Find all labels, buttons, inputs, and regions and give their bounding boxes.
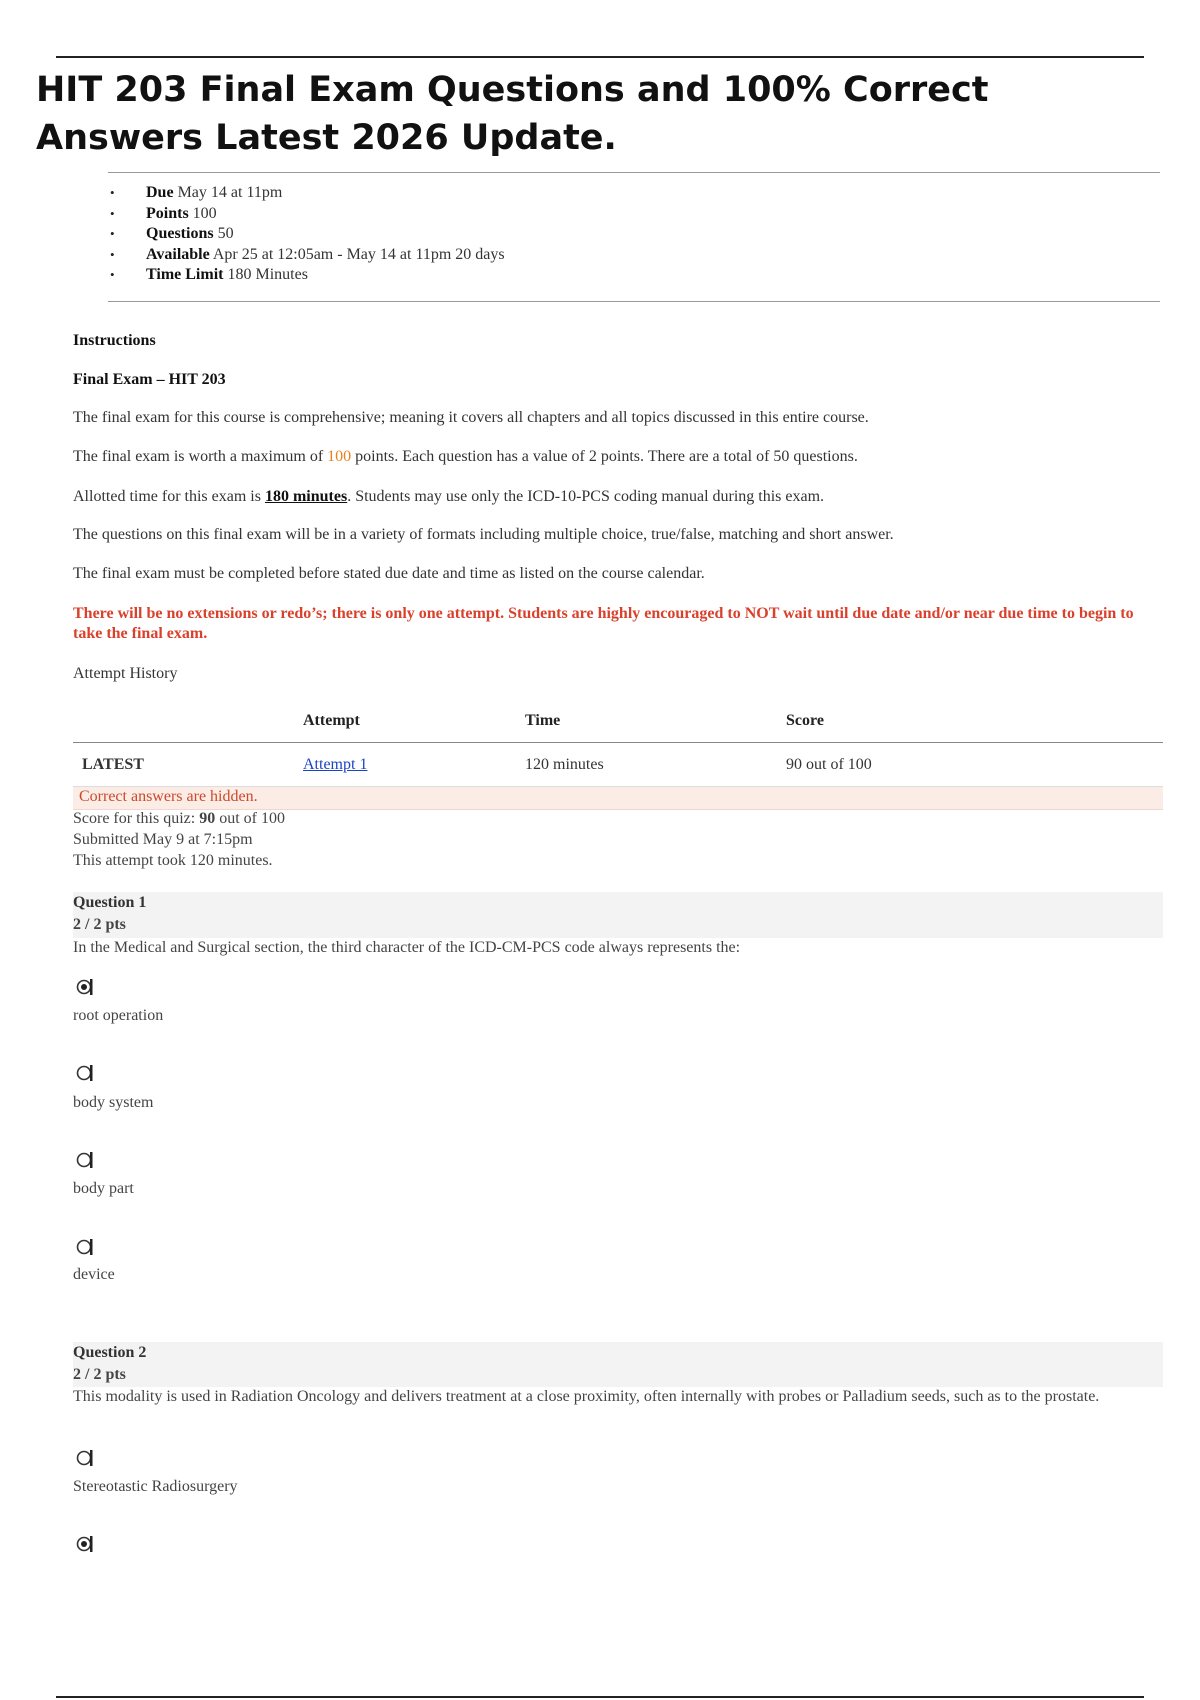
meta-available: • Available Apr 25 at 12:05am - May 14 at 11pm 20 days	[104, 245, 505, 266]
latest-tag: LATEST	[82, 756, 144, 773]
question-title: Question 1	[73, 894, 147, 911]
question-title: Question 2	[73, 1344, 147, 1361]
divider	[108, 301, 1160, 302]
radio-selected-icon[interactable]	[76, 978, 94, 996]
meta-questions: • Questions 50	[104, 224, 505, 245]
attempt-time: 120 minutes	[525, 756, 604, 773]
attempt-1-link[interactable]: Attempt 1	[303, 756, 368, 773]
instructions-paragraph: The final exam for this course is comprehensive; meaning it covers all chapters and all topics discussed in this entire course.	[73, 409, 869, 426]
column-header-score: Score	[786, 712, 824, 729]
hidden-answers-banner	[73, 786, 1163, 810]
instructions-paragraph: The final exam is worth a maximum of 100 points. Each question has a value of 2 points. There are a total of 50 questions.	[73, 448, 858, 465]
radio-unselected-icon[interactable]	[76, 1238, 94, 1256]
answer-option: Stereotastic Radiosurgery	[73, 1478, 238, 1495]
meta-time-limit: • Time Limit 180 Minutes	[104, 265, 505, 286]
instructions-paragraph: The final exam must be completed before stated due date and time as listed on the course calendar.	[73, 565, 705, 582]
warning-notice: There will be no extensions or redo’s; there is only one attempt. Students are highly encouraged to NOT wait until due date and/or near due time to begin to take the final exam.	[73, 605, 1134, 642]
question-points: 2 / 2 pts	[73, 916, 126, 933]
top-rule	[56, 56, 1144, 58]
question-1-header	[73, 892, 1163, 938]
answer-option: device	[73, 1266, 115, 1283]
attempt-duration: This attempt took 120 minutes.	[73, 852, 273, 869]
radio-unselected-icon[interactable]	[76, 1064, 94, 1082]
question-2-text: This modality is used in Radiation Oncology and delivers treatment at a close proximity, often internally with probes or Palladium seeds, such as to the prostate.	[73, 1388, 1100, 1405]
question-points: 2 / 2 pts	[73, 1366, 126, 1383]
attempt-history-label: Attempt History	[73, 665, 178, 682]
question-2-header	[73, 1342, 1163, 1387]
divider	[108, 172, 1160, 173]
table-divider	[73, 742, 1163, 743]
answer-option: body part	[73, 1180, 134, 1197]
radio-unselected-icon[interactable]	[76, 1151, 94, 1169]
instructions-subheading: Final Exam – HIT 203	[73, 371, 226, 388]
meta-due: • Due May 14 at 11pm	[104, 183, 505, 204]
radio-selected-icon[interactable]	[76, 1535, 94, 1553]
instructions-paragraph: Allotted time for this exam is 180 minutes. Students may use only the ICD-10-PCS coding manual during this exam.	[73, 488, 825, 505]
submitted-time: Submitted May 9 at 7:15pm	[73, 831, 253, 848]
column-header-time: Time	[525, 712, 561, 729]
radio-unselected-icon[interactable]	[76, 1449, 94, 1467]
hidden-answers-text: Correct answers are hidden.	[79, 788, 258, 805]
answer-option: body system	[73, 1094, 154, 1111]
quiz-score: Score for this quiz: 90 out of 100	[73, 810, 285, 827]
instructions-heading: Instructions	[73, 332, 156, 349]
attempt-score: 90 out of 100	[786, 756, 872, 773]
bottom-rule	[56, 1696, 1144, 1698]
column-header-attempt: Attempt	[303, 712, 360, 729]
answer-option: root operation	[73, 1007, 164, 1024]
question-1-text: In the Medical and Surgical section, the third character of the ICD-CM-PCS code always represents the:	[73, 939, 741, 956]
meta-points: • Points 100	[104, 204, 505, 225]
document-title: HIT 203 Final Exam Questions and 100% Correct Answers Latest 2026 Update.	[36, 70, 989, 158]
instructions-paragraph: The questions on this final exam will be in a variety of formats including multiple choice, true/false, matching and short answer.	[73, 526, 894, 543]
quiz-details-list	[104, 183, 505, 286]
